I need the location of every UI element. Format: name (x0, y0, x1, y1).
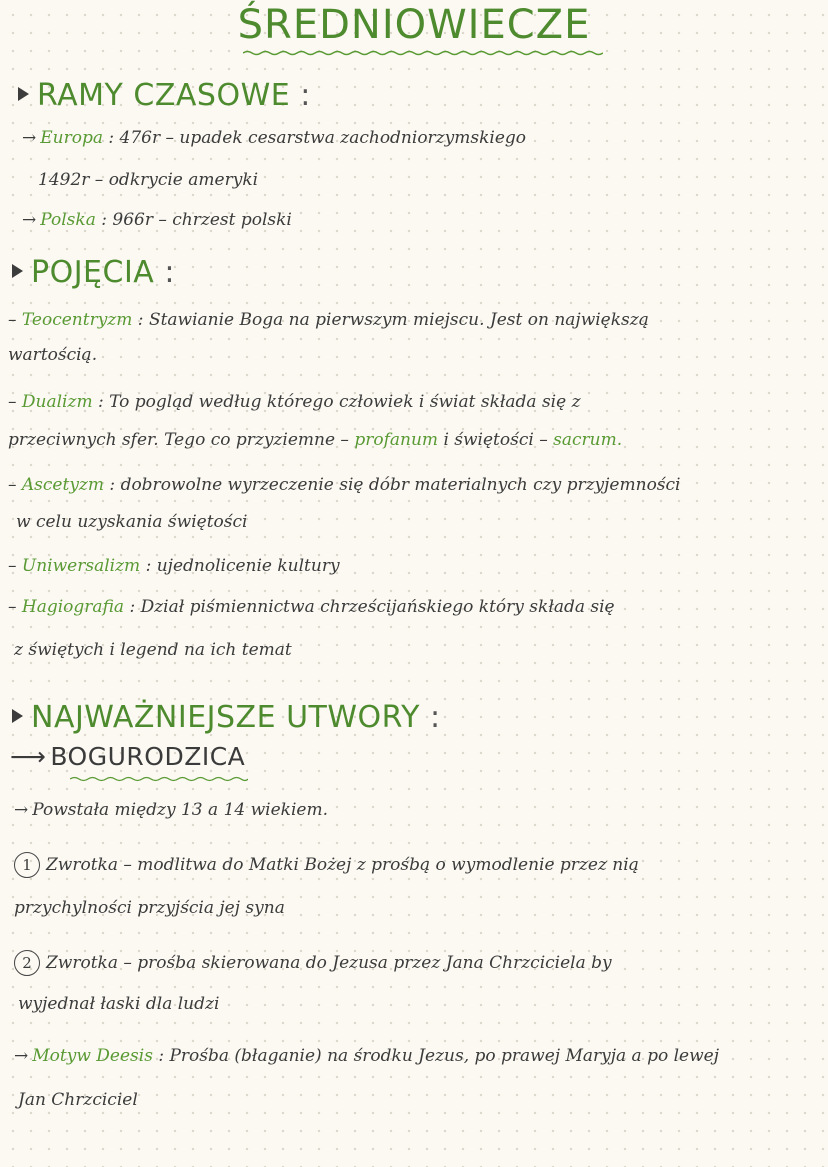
zwrotka-2-line-2: wyjednał łaski dla ludzi (18, 994, 220, 1014)
zwrotka-2-text-1: Zwrotka – prośba skierowana do Jezusa przez Jana Chrzciciela by (46, 953, 612, 973)
europa-line-2: 1492r – odkrycie ameryki (38, 170, 259, 190)
powstala-line (14, 800, 328, 820)
europa-label: Europa (40, 128, 103, 148)
heading-text: POJĘCIA (31, 255, 155, 290)
subheading-text: BOGURODZICA (50, 742, 246, 771)
number-2-icon: 2 (14, 950, 40, 976)
section-heading-utwory: NAJWAŻNIEJSZE UTWORY : (12, 700, 441, 735)
arrow-icon: → (14, 1046, 29, 1066)
teocentryzm-def-1: Stawianie Boga na pierwszym miejscu. Jest on największą (148, 310, 649, 330)
title-underline (243, 50, 603, 56)
dualizm-mid: i świętości – (443, 430, 548, 450)
bullet-icon (18, 87, 29, 101)
polska-text: 966r – chrzest polski (112, 210, 292, 230)
motyw-line-2: Jan Chrzciciel (18, 1090, 138, 1110)
dualizm-line-1: – Dualizm : To pogląd według którego człowiek i świat składa się z (8, 392, 581, 412)
dualizm-profanum: profanum (354, 430, 439, 450)
zwrotka-2-line-1 (14, 950, 612, 976)
heading-text: RAMY CZASOWE (37, 78, 291, 113)
dualizm-line-2 (8, 430, 622, 450)
polska-line: → Polska : 966r – chrzest polski (22, 210, 292, 230)
page-title: ŚREDNIOWIECZE (237, 2, 591, 48)
section-heading-pojecia: POJĘCIA : (12, 255, 175, 290)
subheading-underline (70, 776, 248, 782)
arrow-icon: ⟶ (10, 742, 47, 771)
zwrotka-1-line-2: przychylności przyjścia jej syna (14, 898, 285, 918)
dualizm-sacrum: sacrum. (553, 430, 623, 450)
hagiografia-term: Hagiografia (21, 597, 125, 617)
bullet-icon (12, 264, 23, 278)
ascetyzm-line-2: w celu uzyskania świętości (16, 512, 248, 532)
ascetyzm-def-1: dobrowolne wyrzeczenie się dóbr materialnych czy przyjemności (120, 475, 681, 495)
hagiografia-line-1: – Hagiografia : Dział piśmiennictwa chrześcijańskiego który składa się (8, 597, 615, 617)
ascetyzm-line-1: – Ascetyzm : dobrowolne wyrzeczenie się dóbr materialnych czy przyjemności (8, 475, 681, 495)
arrow-icon: → (22, 128, 37, 148)
bogurodzica-subheading (10, 742, 245, 771)
arrow-icon: → (14, 800, 29, 820)
europa-line: → Europa : 476r – upadek cesarstwa zachodniorzymskiego (22, 128, 527, 148)
dualizm-term: Dualizm (21, 392, 93, 412)
uniwersalizm-def: ujednolicenie kultury (156, 556, 340, 576)
ascetyzm-term: Ascetyzm (21, 475, 105, 495)
teocentryzm-term: Teocentryzm (21, 310, 133, 330)
europa-text-1: 476r – upadek cesarstwa zachodniorzymskiego (119, 128, 527, 148)
bullet-icon (12, 709, 23, 723)
teocentryzm-line-1: – Teocentryzm : Stawianie Boga na pierwszym miejscu. Jest on największą (8, 310, 649, 330)
number-1-icon: 1 (14, 852, 40, 878)
dualizm-def-2: przeciwnych sfer. Tego co przyziemne – (8, 430, 349, 450)
teocentryzm-line-2: wartością. (8, 345, 98, 365)
uniwersalizm-line: – Uniwersalizm : ujednolicenie kultury (8, 556, 340, 576)
zwrotka-1-text-1: Zwrotka – modlitwa do Matki Bożej z prośbą o wymodlenie przez nią (46, 855, 639, 875)
motyw-label: Motyw Deesis (32, 1046, 153, 1066)
polska-label: Polska (40, 210, 96, 230)
uniwersalizm-term: Uniwersalizm (21, 556, 141, 576)
section-heading-ramy: RAMY CZASOWE : (18, 78, 311, 113)
hagiografia-line-2: z świętych i legend na ich temat (14, 640, 292, 660)
powstala-text: Powstała między 13 a 14 wiekiem. (32, 800, 328, 820)
arrow-icon: → (22, 210, 37, 230)
motyw-line-1: → Motyw Deesis : Prośba (błaganie) na środku Jezus, po prawej Maryja a po lewej (14, 1046, 719, 1066)
motyw-text-1: Prośba (błaganie) na środku Jezus, po prawej Maryja a po lewej (169, 1046, 719, 1066)
zwrotka-1-line-1 (14, 852, 639, 878)
heading-text: NAJWAŻNIEJSZE UTWORY (31, 700, 420, 735)
hagiografia-def-1: Dział piśmiennictwa chrześcijańskiego który składa się (140, 597, 615, 617)
dualizm-def-1: To pogląd według którego człowiek i świat składa się z (109, 392, 581, 412)
